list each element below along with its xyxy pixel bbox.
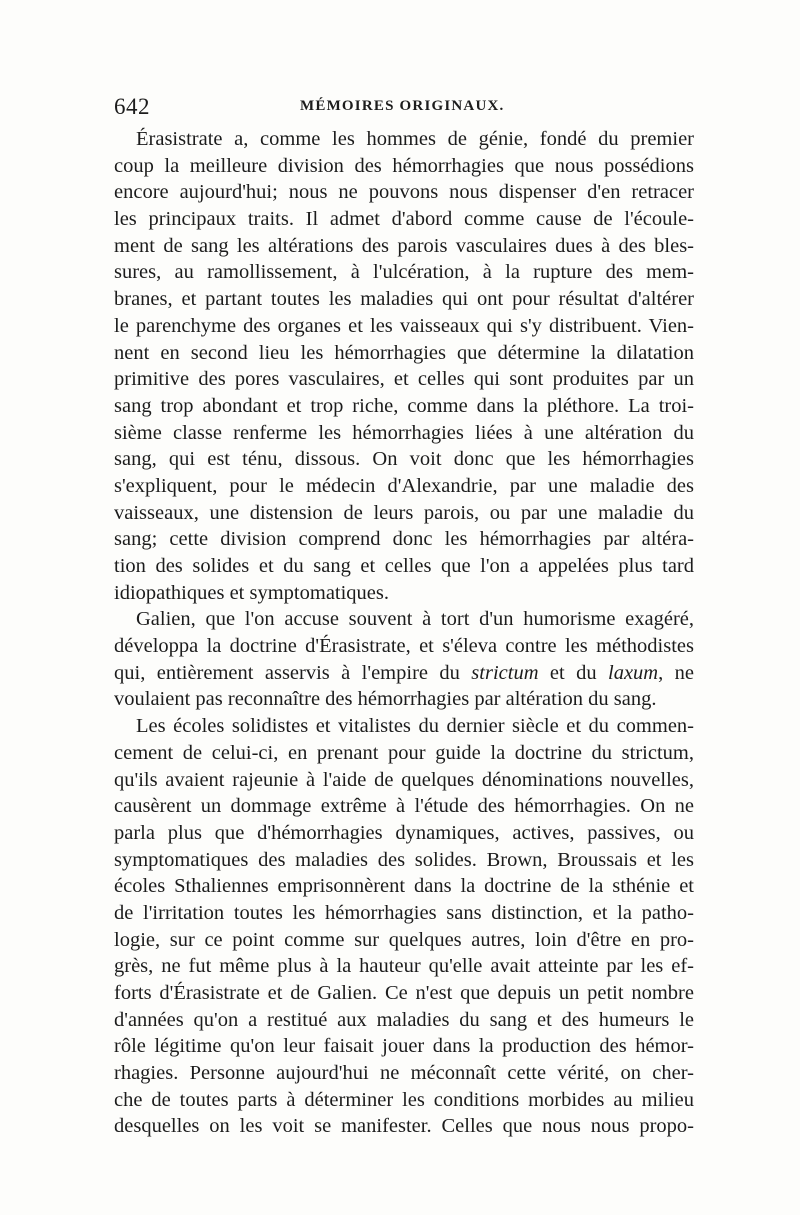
text-line: desquelles on les voit se manifester. Celles que nous nous propo- <box>114 1115 694 1138</box>
text-line: branes, et partant toutes les maladies qui ont pour résultat d'altérer <box>114 288 694 311</box>
text-line: coup la meilleure division des hémorrhagies que nous possédions <box>114 154 694 177</box>
text-line: causèrent un dommage extrême à l'étude des hémorrhagies. On ne <box>114 795 694 818</box>
text-line: tion des solides et du sang et celles que l'on a appelées plus tard <box>114 555 694 577</box>
text-line: encore aujourd'hui; nous ne pouvons nous dispenser d'en retracer <box>114 181 694 204</box>
text-line: logie, sur ce point comme sur quelques autres, loin d'être en pro- <box>114 928 694 951</box>
text-line: idiopathiques et symptomatiques. <box>114 581 390 604</box>
text-line: les principaux traits. Il admet d'abord comme cause de l'écoule- <box>114 208 694 231</box>
text-line: cement de celui-ci, en prenant pour guide la doctrine du strictum, <box>114 741 694 764</box>
body-text <box>114 126 694 1176</box>
text-line: sang; cette division comprend donc les hémorrhagies par altéra- <box>114 528 694 551</box>
page-number: 642 <box>114 94 150 119</box>
text-line: rhagies. Personne aujourd'hui ne méconnaît cette vérité, on cher- <box>114 1062 694 1085</box>
text-line: d'années qu'on a restitué aux maladies du sang et des humeurs le <box>114 1008 694 1031</box>
text-line: s'expliquent, pour le médecin d'Alexandrie, par une maladie des <box>114 474 694 497</box>
text-line: primitive des pores vasculaires, et celles qui sont produites par un <box>114 368 694 391</box>
text-line: écoles Sthaliennes emprisonnèrent dans la doctrine de la sthénie et <box>114 875 694 898</box>
text-line: Galien, que l'on accuse souvent à tort d'un humorisme exagéré, <box>136 608 694 631</box>
text-line: sième classe renferme les hémorrhagies liées à une altération du <box>114 421 694 444</box>
text-line: développa la doctrine d'Érasistrate, et s'éleva contre les méthodistes <box>114 635 694 658</box>
running-head: MÉMOIRES ORIGINAUX. <box>300 98 505 114</box>
text-line: Érasistrate a, comme les hommes de génie, fondé du premier <box>136 128 694 150</box>
text-line: che de toutes parts à déterminer les conditions morbides au milieu <box>114 1088 694 1111</box>
text-line: grès, ne fut même plus à la hauteur qu'elle avait atteinte par les ef- <box>114 955 694 978</box>
text-line: symptomatiques des maladies des solides. Brown, Broussais et les <box>114 848 694 871</box>
text-line: sang, qui est ténu, dissous. On voit donc que les hémorrhagies <box>114 448 694 471</box>
text-line: voulaient pas reconnaître des hémorrhagies par altération du sang. <box>114 688 657 711</box>
text-line: sures, au ramollissement, à l'ulcération, à la rupture des mem- <box>114 261 694 284</box>
text-line: Les écoles solidistes et vitalistes du dernier siècle et du commen- <box>136 715 694 738</box>
text-line: de l'irritation toutes les hémorrhagies sans distinction, et la patho- <box>114 901 694 924</box>
text-line: vaisseaux, une distension de leurs parois, ou par une maladie du <box>114 501 694 524</box>
text-line: forts d'Érasistrate et de Galien. Ce n'est que depuis un petit nombre <box>114 982 694 1004</box>
text-line: sang trop abondant et trop riche, comme dans la pléthore. La troi- <box>114 394 694 417</box>
page-header <box>114 94 694 122</box>
text-line: qu'ils avaient rajeunie à l'aide de quelques dénominations nouvelles, <box>114 768 694 791</box>
text-line: le parenchyme des organes et les vaisseaux qui s'y distribuent. Vien- <box>114 314 694 337</box>
text-line: rôle légitime qu'on leur faisait jouer dans la production des hémor- <box>114 1035 694 1058</box>
text-line: qui, entièrement asservis à l'empire du strictum et du laxum, ne <box>114 661 694 684</box>
text-line: nent en second lieu les hémorrhagies que détermine la dilatation <box>114 341 694 364</box>
text-line: ment de sang les altérations des parois vasculaires dues à des bles- <box>114 234 694 257</box>
text-line: parla plus que d'hémorrhagies dynamiques, actives, passives, ou <box>114 821 694 844</box>
